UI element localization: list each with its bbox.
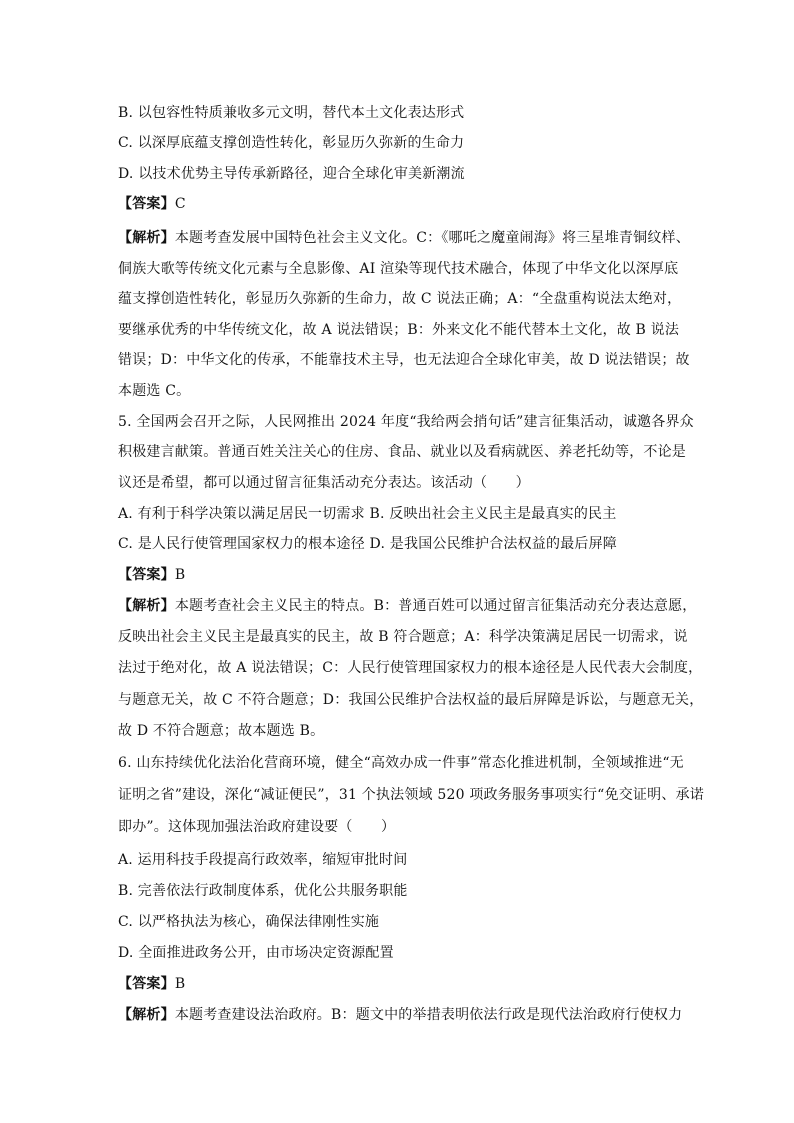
q4-analysis-line: 错误；D：中华文化的传承，不能靠技术主导，也无法迎合全球化审美，故 D 说法错误；故: [118, 352, 690, 368]
q4-analysis-line: [118, 228, 690, 248]
q6-answer: [118, 974, 678, 994]
q4-analysis-line: 本题选 C。: [118, 383, 191, 399]
q5-stem-line: 议还是希望，都可以通过留言征集活动充分表达。该活动（ ）: [118, 475, 530, 491]
answer-value: B: [174, 567, 186, 583]
analysis-label: 【解析】: [118, 598, 175, 614]
q5-options-row: A. 有利于科学决策以满足居民一切需求 B. 反映出社会主义民主是最真实的民主: [118, 506, 617, 522]
q6-analysis-line: [118, 1005, 683, 1025]
answer-label: 【答案】: [118, 567, 175, 583]
analysis-label: 【解析】: [118, 1007, 175, 1023]
q5-analysis-line: [118, 596, 697, 616]
q5-analysis-line: 反映出社会主义民主是最真实的民主，故 B 符合题意；A：科学决策满足居民一切需求，说: [118, 629, 688, 645]
q6-stem-line: 证明之省”建设，深化“减证便民”，31 个执法领域 520 项政务服务事项实行“免交证明、承诺: [118, 787, 704, 803]
analysis-text: 本题考查发展中国特色社会主义文化。C：《哪吒之魔童闹海》将三星堆青铜纹样、: [174, 230, 690, 246]
q5-stem-line: 5. 全国两会召开之际，人民网推出 2024 年度“我给两会捎句话”建言征集活动，诚邀各界众: [118, 414, 694, 430]
q6-option-b: B. 完善依法行政制度体系，优化公共服务职能: [118, 883, 408, 899]
q6-option-d: D. 全面推进政务公开，由市场决定资源配置: [118, 945, 394, 961]
q5-analysis-line: 故 D 不符合题意；故本题选 B。: [118, 723, 325, 739]
q5-options-row: C. 是人民行使管理国家权力的根本途径 D. 是我国公民维护合法权益的最后屏障: [118, 536, 617, 552]
q5-stem-line: 积极建言献策。普通百姓关注关心的住房、食品、就业以及看病就医、养老托幼等，不论是: [118, 444, 686, 460]
q5-answer: [118, 565, 678, 585]
answer-value: B: [174, 976, 186, 992]
answer-value: C: [174, 196, 186, 212]
q6-option-a: A. 运用科技手段提高行政效率，缩短审批时间: [118, 852, 408, 868]
answer-label: 【答案】: [118, 196, 175, 212]
analysis-text: 本题考查建设法治政府。B：题文中的举措表明依法行政是现代法治政府行使权力: [174, 1007, 683, 1023]
q4-answer: [118, 194, 678, 214]
analysis-label: 【解析】: [118, 230, 175, 246]
q6-option-c: C. 以严格执法为核心，确保法律刚性实施: [118, 914, 380, 930]
analysis-text: 本题考查社会主义民主的特点。B：普通百姓可以通过留言征集活动充分表达意愿，: [174, 598, 697, 614]
q4-option-c: C. 以深厚底蕴支撑创造性转化，彰显历久弥新的生命力: [118, 135, 465, 151]
q4-analysis-line: 蕴支撑创造性转化，彰显历久弥新的生命力，故 C 说法正确；A：“全盘重构说法太绝对，: [118, 291, 682, 307]
q6-stem-line: 即办”。这体现加强法治政府建设要（ ）: [118, 819, 396, 835]
q4-option-b: B. 以包容性特质兼收多元文明，替代本土文化表达形式: [118, 105, 465, 121]
q5-analysis-line: 与题意无关，故 C 不符合题意；D：我国公民维护合法权益的最后屏障是诉讼，与题意无关，: [118, 692, 704, 708]
q6-stem-line: 6. 山东持续优化法治化营商环境，健全“高效办成一件事”常态化推进机制，全领域推进“无: [118, 755, 684, 771]
q4-option-d: D. 以技术优势主导传承新路径，迎合全球化审美新潮流: [118, 166, 465, 182]
answer-label: 【答案】: [118, 976, 175, 992]
q4-analysis-line: 要继承优秀的中华传统文化，故 A 说法错误；B：外来文化不能代替本土文化，故 B 说法: [118, 322, 680, 338]
q5-analysis-line: 法过于绝对化，故 A 说法错误；C：人民行使管理国家权力的根本途径是人民代表大会制度，: [118, 660, 703, 676]
q4-analysis-line: 侗族大歌等传统文化元素与全息影像、AI 渲染等现代技术融合，体现了中华文化以深厚底: [118, 261, 679, 277]
